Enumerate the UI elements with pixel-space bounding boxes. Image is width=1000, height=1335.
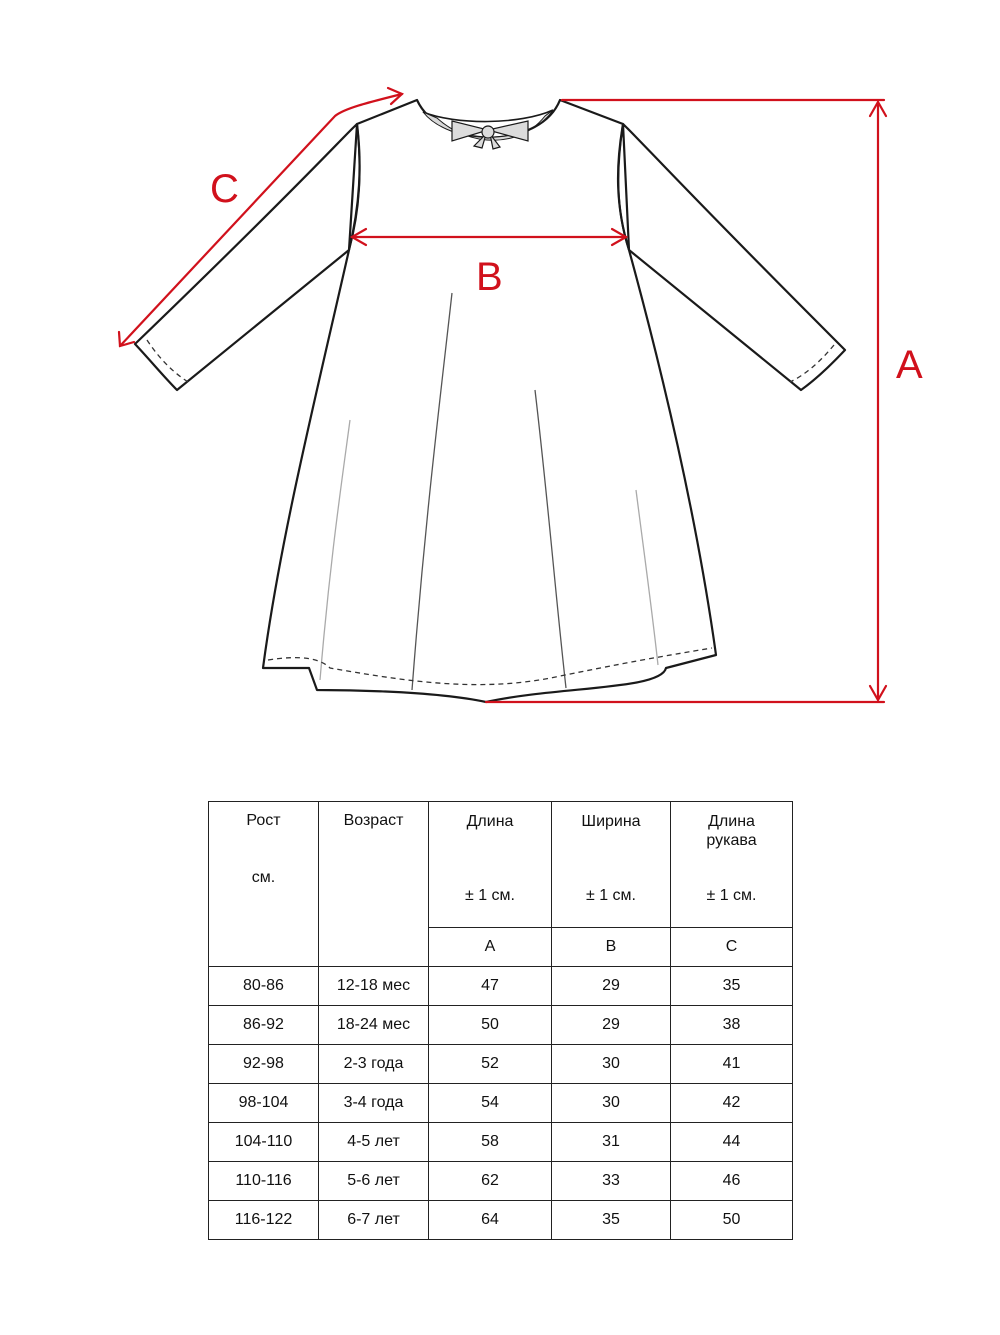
cell-height: 98-104 [209, 1084, 319, 1123]
header-age [319, 802, 429, 967]
header-sleeve-line1: Длина [708, 813, 755, 830]
cell-length: 54 [429, 1084, 552, 1123]
size-table [208, 801, 793, 1240]
dimension-a-label: A [896, 343, 923, 387]
cell-length: 47 [429, 967, 552, 1006]
table-row [209, 1201, 793, 1240]
header-sleeve-label [671, 812, 792, 850]
header-length-label: Длина [466, 813, 514, 830]
cell-width: 33 [552, 1162, 671, 1201]
dimension-b-label: B [476, 255, 503, 299]
cell-sleeve: 46 [671, 1162, 793, 1201]
cell-length: 50 [429, 1006, 552, 1045]
cell-sleeve: 35 [671, 967, 793, 1006]
header-width-label: Ширина [581, 813, 641, 830]
table-header-row [209, 802, 793, 928]
cell-age: 2-3 года [319, 1045, 429, 1084]
table-row [209, 1123, 793, 1162]
cell-width: 35 [552, 1201, 671, 1240]
dimension-c-label: C [210, 167, 239, 211]
table-row [209, 1162, 793, 1201]
cell-width: 29 [552, 1006, 671, 1045]
header-sleeve [671, 802, 793, 928]
cell-length: 64 [429, 1201, 552, 1240]
cell-age: 18-24 мес [319, 1006, 429, 1045]
header-width [552, 802, 671, 928]
header-length [429, 802, 552, 928]
cell-age: 4-5 лет [319, 1123, 429, 1162]
cell-age: 12-18 мес [319, 967, 429, 1006]
header-age-label: Возраст [343, 812, 404, 829]
code-a: A [429, 928, 552, 967]
cell-sleeve: 50 [671, 1201, 793, 1240]
dress-outline [135, 100, 845, 702]
cell-height: 86-92 [209, 1006, 319, 1045]
code-c: C [671, 928, 793, 967]
cell-height: 92-98 [209, 1045, 319, 1084]
table-row [209, 1045, 793, 1084]
cell-height: 104-110 [209, 1123, 319, 1162]
header-height-unit: см. [251, 869, 276, 886]
cell-age: 5-6 лет [319, 1162, 429, 1201]
table-row [209, 1006, 793, 1045]
cell-length: 62 [429, 1162, 552, 1201]
cell-sleeve: 38 [671, 1006, 793, 1045]
header-length-tolerance: ± 1 см. [464, 887, 515, 904]
table-body [209, 967, 793, 1240]
cell-length: 52 [429, 1045, 552, 1084]
cell-age: 3-4 года [319, 1084, 429, 1123]
header-height [209, 802, 319, 967]
right-sleeve [623, 124, 845, 390]
cell-width: 31 [552, 1123, 671, 1162]
cell-width: 29 [552, 967, 671, 1006]
header-sleeve-line2: рукава [706, 832, 757, 849]
header-width-tolerance: ± 1 см. [585, 887, 636, 904]
table-row [209, 1084, 793, 1123]
header-height-label: Рост [246, 812, 281, 829]
cell-height: 110-116 [209, 1162, 319, 1201]
cell-height: 80-86 [209, 967, 319, 1006]
cell-height: 116-122 [209, 1201, 319, 1240]
cell-sleeve: 42 [671, 1084, 793, 1123]
cell-width: 30 [552, 1045, 671, 1084]
header-sleeve-tolerance: ± 1 см. [706, 887, 757, 904]
cell-length: 58 [429, 1123, 552, 1162]
table-row [209, 967, 793, 1006]
cell-sleeve: 41 [671, 1045, 793, 1084]
code-b: B [552, 928, 671, 967]
cell-sleeve: 44 [671, 1123, 793, 1162]
cell-age: 6-7 лет [319, 1201, 429, 1240]
left-sleeve [135, 124, 357, 390]
cell-width: 30 [552, 1084, 671, 1123]
neckline-back [423, 110, 553, 122]
